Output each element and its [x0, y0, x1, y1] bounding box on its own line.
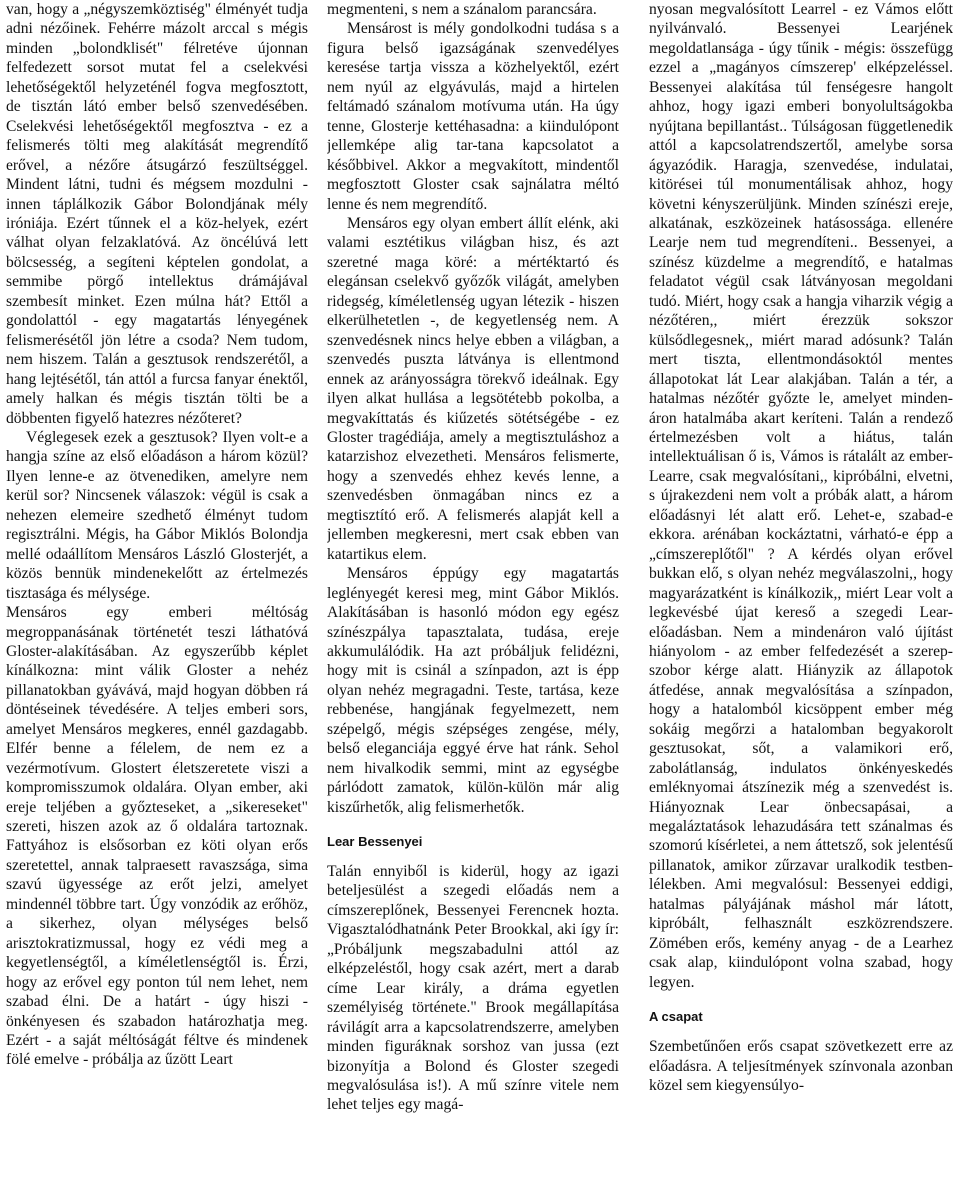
- paragraph: Talán ennyiből is kiderül, hogy az igazi beteljesülést a szegedi előadás nem a címszereplőnek, Bessenyei Ferencnek hozta. Vigasztalódhatnánk Peter Brookkal, aki így ír: „Próbáljunk megszabadulni attól az elképzeléstől, hogy csak azért, mert a darab címe Lear király, a dráma egyetlen személyiség története." Brook megállapítása rávilágít arra a kapcsolatrendszerre, amelyben minden figuráknak sorshoz van jussa (ezt bizonyítja a Bolond és Gloster szegedi megvalósulása is!). A mű színre vitele nem lehet teljes egy magá-: [327, 863, 619, 1114]
- paragraph: nyosan megvalósított Learrel - ez Vámos előtt nyilvánvaló. Bessenyei Learjének megoldatlansága - úgy tűnik - mégis: összefügg ezzel a „magányos címszerep' elképzeléssel. Bessenyei alakítása túl fenségesre hangolt ahhoz, hogy igazi emberi bonyolultságokba nyújtana bepillantást.. Túlságosan függetlenedik attól a kapcsolatrendszertől, amelybe sorsa ágyazódik. Haragja, szenvedése, indulatai, kitörései túl monumentálisak ahhoz, hogy követni kényszerüljünk. Minden színészi ereje, alkatának, eszközeinek hatásossága. ellenére Learje nem tud megrendíteni.. Bessenyei, a színész küzdelme a megrendítő, e hatalmas feladatot végül csak látványosan megoldani tudó. Miért, hogy csak a hangja viharzik végig a nézőtéren,, miért érezzük sokszor külsődlegesnek,, miért marad adósunk? Talán mert tiszta, ellentmondásoktól mentes állapotokat lát Lear alakjában. Talán a tér, a hatalmas nézőtér győzte le, amelyet minden-áron hatalmába akart keríteni. Talán a rendező értelmezésben volt a hiátus, talán intellektuálisan ő is, Vámos is rátalált az ember-Learre, csak megvalósítani,, kipróbálni, elvetni, s újrakezdeni nem volt a próbák alatt, a három előadásnyi lét alatt erő. Lehet-e, szabad-e ekkora. arénában kockáztatni, várható-e épp a „címszereplőtől" ? A kérdés olyan erővel bukkan elő, s olyan nehéz megválaszolni,, hogy magyarázatként is kínálkozik,, miért Lear volt a legkevésbé újat kereső a szegedi Lear-előadásban. Nem a mindenáron való újítást hiányolom - az ember felfedezését a szerep-szobor kérge alatt. Hiányzik az állapotok átfedése, annak megvalósítása a színpadon, hogy a hatalomból kicsöppent ember még sokáig megőrzi a hatalomban begyakorolt gesztusokat, sőt, a valamikori erő, zabolátlanság, indulatos önkényeskedés emléknyomai átszínezik még a szenvedést is. Hiányoznak Lear önbecsapásai, a megaláztatások lehazudására tett szánalmas és szomorú kísérletei, a nem áttetsző, sok jelentésű pillanatok, amikor zűrzavar uralkodik testben-lélekben. Ami megvalósul: Bessenyei eddigi, hatalmas pályájának máshol már látott, kipróbált, felhasznált eszközrendszere. Zömében erős, kemény anyag - de a Learhez csak alap, kiindulópont volna szabad, hogy legyen.: [649, 1, 953, 991]
- paragraph: megmenteni, s nem a szánalom parancsára.: [327, 1, 597, 18]
- paragraph: Mensáros egy olyan embert állít elénk, aki valami esztétikus világban hisz, és azt szeretné maga köré: a mértéktartó és elegánsan cselekvő győzők világát, amelyben ridegség, kíméletlenség ugyan létezik - hiszen elkerülhetetlen -, de kegyetlenség nem. A szenvedésnek nincs helye ebben a világban, a szenvedés puszta látványa is ellentmond ennek az arányosságra törekvő ideálnak. Egy ilyen alkat hullása a legsötétebb pokolba, a megvakíttatás és kiűzetés sötétségébe - ez Gloster tragédiája, amely a megtisztuláshoz a katarzishoz elvezetheti. Mensáros felismerte, hogy a szenvedés ehhez kevés lenne, a szenvedésben önmagában nincs ez a megtisztító erő. A felismerés alapját kell a jellemben megkeresni, mert csak ebben van katartikus elem.: [327, 214, 619, 563]
- text-column-2: [327, 0, 619, 1191]
- paragraph: Mensárost is mély gondolkodni tudása s a figura belső igazságának szenvedélyes keresése tartja vissza a közhelyektől, ezért nem nyúl az elgyávulás, majd a hirtelen feltámadó szánalom motívuma után. Ha úgy tenne, Glosterje kettéhasadna: a kiindulópont jellemképe alig tar-tana kapcsolatot a későbbivel. Akkor a megvakított, mindentől megfosztott Gloster csak sajnálatra méltó lenne és nem megrendítő.: [327, 20, 619, 213]
- paragraph: Mensáros éppúgy egy magatartás leglényegét keresi meg, mint Gábor Miklós. Alakításában is hasonló módon egy egész színészpálya tapasztalata, tudása, ereje akkumulálódik. Ha azt próbáljuk felidézni, hogy mit is csinál a színpadon, azt is épp olyan nehéz megragadni. Teste, tartása, keze rebbenése, hangjának fegyelmezett, nem szépelgő, mégis szépséges zengése, mély, belső eleganciája eggyé érve hat ránk. Sehol nem hivalkodik semmi, mint az egységbe párlódott zamatok, külön-külön már alig kiszűrhetők, alig felismerhetők.: [327, 565, 619, 816]
- text-column-1: [6, 0, 308, 1191]
- section-heading: A csapat: [649, 1009, 703, 1025]
- paragraph: van, hogy a „négyszemköztiség" élményét tudja adni nézőinek. Fehérre mázolt arccal s mégis minden „bolondklisét" félretéve újonnan felfedezett sorsot mutat fel a cselekvési lehetőségektől helyzeténél fogva megfosztott, de tisztán látó ember belső szenvedésében. Cselekvési lehetőségektől megfosztva - ez a felismerés tölti meg alakítását megrendítő erővel, a nézőre átsugárzó feszültséggel. Mindent látni, tudni és mégsem mozdulni - innen táplálkozik Gábor Bolondjának mély iróniája. Ezért tűnnek el a köz-helyek, ezért válhat olyan felzaklatóvá. Az öncélúvá lett bölcsesség, a segíteni képtelen gondolat, a semmibe pörgő intellektus drámájával szembesít minket. Ezen múlna hát? Ettől a gondolattól - egy magatartás lényegének felismerésétől jön létre a csoda? Nem tudom, nem hiszem. Talán a gesztusok rendszerétől, a hang lejtésétől, tán attól a furcsa fanyar énektől, amely halkan és mégis tisztán tölti be a döbbenten figyelő hatezres nézőteret?: [6, 1, 308, 427]
- paragraph: Véglegesek ezek a gesztusok? Ilyen volt-e a hangja színe az első előadáson a három közül? Ilyen lenne-e az ötvenediken, amelyre nem kerül sor? Nincsenek válaszok: végül is csak a nehezen elemeire szedhető élményt tudom regisztrálni. Mégis, ha Gábor Miklós Bolondja mellé odaállítom Mensáros László Glosterjét, a közös bennük mindenekelőtt az értelmezés tisztasága és mélysége.: [6, 428, 308, 602]
- paragraph: Szembetűnően erős csapat szövetkezett erre az előadásra. A teljesítmények színvonala azonban közel sem kiegyensúlyo-: [649, 1038, 953, 1095]
- text-column-3: [649, 0, 953, 1191]
- paragraph: Mensáros egy emberi méltóság megroppanásának történetét teszi láthatóvá Gloster-alakításában. Az egyszerűbb képlet kínálkozna: mint válik Gloster a nehéz pillanatokban gyávává, majd hogyan döbben rá döntéseinek tévedésére. A teljes emberi sors, amelyet Mensáros megkeres, ennél gazdagabb. Elfér benne a félelem, de nem ez a vezérmotívum. Glostert életszeretete viszi a kompromisszumok oldalára. Olyan ember, aki ereje teljében a győzteseket, a „sikereseket" szereti, hiszen azok az ő oldalára tartoznak. Fattyához is elsősorban ez köti olyan erős szeretettel, annak talpraesett ravaszsága, sima szavú ügyessége az erőt jelzi, amelyet mindennél többre tart. Úgy vonzódik az erőhöz, a sikerhez, olyan mélységes belső arisztokratizmussal, hogy ez védi meg a kegyetlenségtől, a kíméletlenségtől is. Érzi, hogy az erővel egy ponton túl nem lehet, nem szabad élni. De a határt - úgy hiszi - önkényesen és szabadon határozhatja meg. Ezért - a saját méltóságát féltve és mindenek fölé emelve - próbálja az űzött Leart: [6, 604, 308, 1069]
- section-heading: Lear Bessenyei: [327, 834, 423, 850]
